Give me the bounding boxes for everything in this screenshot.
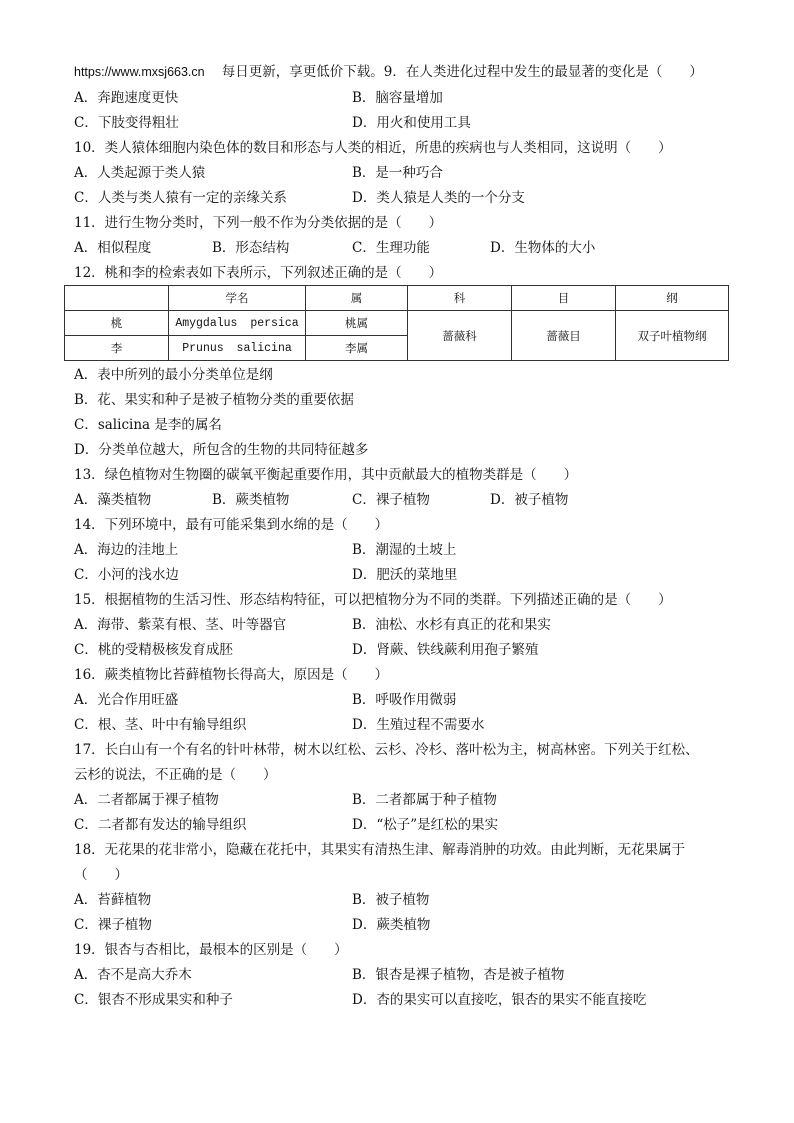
- plant-name-cell: 李: [65, 336, 169, 361]
- table-header-cell: 纲: [616, 286, 729, 311]
- option: A．海带、紫菜有根、茎、叶等器官: [74, 617, 287, 633]
- scientific-name-cell: Amygdalus persica: [169, 311, 306, 336]
- option: D．用火和使用工具: [352, 115, 471, 131]
- option: B．被子植物: [352, 892, 430, 908]
- genus-cell: 桃属: [306, 311, 408, 336]
- option: C．桃的受精极核发育成胚: [74, 642, 233, 658]
- table-row: [65, 311, 729, 336]
- option: D．被子植物: [490, 492, 569, 508]
- question-stem: 14．下列环境中，最有可能采集到水绵的是（ ）: [74, 517, 389, 533]
- option: D．肾蕨、铁线蕨利用孢子繁殖: [352, 642, 539, 658]
- question-stem: 16．蕨类植物比苔藓植物长得高大，原因是（ ）: [74, 667, 389, 683]
- option: A．藻类植物: [74, 492, 152, 508]
- class-cell: 双子叶植物纲: [616, 311, 729, 361]
- question-stem: 9．在人类进化过程中发生的最显著的变化是（ ）: [383, 64, 703, 80]
- option: C．二者都有发达的输导组织: [74, 817, 247, 833]
- question-stem: 15．根据植物的生活习性、形态结构特征，可以把植物分为不同的类群。下列描述正确的是（ ）: [74, 592, 672, 608]
- option: A．光合作用旺盛: [74, 692, 179, 708]
- table-header-cell: 科: [408, 286, 512, 311]
- option: D．蕨类植物: [352, 917, 431, 933]
- option: C．裸子植物: [352, 492, 430, 508]
- option: C．salicina 是李的属名: [74, 417, 222, 433]
- question-stem: 11．进行生物分类时，下列一般不作为分类依据的是（ ）: [74, 215, 443, 231]
- option: B．银杏是裸子植物，杏是被子植物: [352, 967, 565, 983]
- option: B．花、果实和种子是被子植物分类的重要依据: [74, 392, 354, 408]
- option: A．苔藓植物: [74, 892, 152, 908]
- option: A．杏不是高大乔木: [74, 967, 192, 983]
- table-header-cell: 目: [512, 286, 616, 311]
- option: C．裸子植物: [74, 917, 152, 933]
- genus-cell: 李属: [306, 336, 408, 361]
- option: D．生殖过程不需要水: [352, 717, 485, 733]
- option: B．是一种巧合: [352, 165, 443, 181]
- option: A．二者都属于裸子植物: [74, 792, 219, 808]
- option: B．蕨类植物: [212, 492, 290, 508]
- header-line: [74, 63, 703, 81]
- table-header-cell: 学名: [169, 286, 306, 311]
- question-stem: 19．银杏与杏相比，最根本的区别是（ ）: [74, 942, 348, 958]
- option: B．二者都属于种子植物: [352, 792, 497, 808]
- option: A．海边的洼地上: [74, 542, 179, 558]
- table-header-row: [65, 286, 729, 311]
- option: B．呼吸作用微弱: [352, 692, 457, 708]
- option: C．下肢变得粗壮: [74, 115, 179, 131]
- option: D．“松子”是红松的果实: [352, 817, 499, 833]
- option: A．相似程度: [74, 240, 152, 256]
- site-slogan: 每日更新，享更低价下载。: [221, 64, 384, 80]
- classification-table: [64, 285, 729, 361]
- option: C．生理功能: [352, 240, 430, 256]
- option: B．潮湿的土坡上: [352, 542, 457, 558]
- option: C．银杏不形成果实和种子: [74, 992, 233, 1008]
- option: A．表中所列的最小分类单位是纲: [74, 367, 273, 383]
- option: C．根、茎、叶中有输导组织: [74, 717, 247, 733]
- family-cell: 蔷薇科: [408, 311, 512, 361]
- question-stem-continued: （ ）: [74, 867, 128, 883]
- option: C．小河的浅水边: [74, 567, 179, 583]
- order-cell: 蔷薇目: [512, 311, 616, 361]
- question-stem: 13．绿色植物对生物圈的碳氧平衡起重要作用，其中贡献最大的植物类群是（ ）: [74, 467, 578, 483]
- table-header-cell: 属: [306, 286, 408, 311]
- option: B．油松、水杉有真正的花和果实: [352, 617, 551, 633]
- option: D．类人猿是人类的一个分支: [352, 190, 525, 206]
- question-stem: 10．类人猿体细胞内染色体的数目和形态与人类的相近，所患的疾病也与人类相同，这说明（ ）: [74, 140, 672, 156]
- option: D．杏的果实可以直接吃，银杏的果实不能直接吃: [352, 992, 647, 1008]
- scientific-name-cell: Prunus salicina: [169, 336, 306, 361]
- question-stem: 17．长白山有一个有名的针叶林带，树木以红松、云杉、冷杉、落叶松为主，树高林密。下列关于红松、: [74, 742, 699, 758]
- question-stem: 18．无花果的花非常小，隐藏在花托中，其果实有清热生津、解毒消肿的功效。由此判断，无花果属于: [74, 842, 686, 858]
- question-stem-continued: 云杉的说法，不正确的是（ ）: [74, 767, 277, 783]
- option: A．奔跑速度更快: [74, 90, 179, 106]
- option: D．分类单位越大，所包含的生物的共同特征越多: [74, 442, 369, 458]
- option: D．肥沃的菜地里: [352, 567, 458, 583]
- question-stem: 12．桃和李的检索表如下表所示，下列叙述正确的是（ ）: [74, 265, 443, 281]
- table-header-cell: [65, 286, 169, 311]
- plant-name-cell: 桃: [65, 311, 169, 336]
- option: B．脑容量增加: [352, 90, 443, 106]
- option: A．人类起源于类人猿: [74, 165, 206, 181]
- option: B．形态结构: [212, 240, 290, 256]
- site-url[interactable]: https://www.mxsj663.cn: [74, 65, 205, 79]
- option: C．人类与类人猿有一定的亲缘关系: [74, 190, 287, 206]
- option: D．生物体的大小: [490, 240, 596, 256]
